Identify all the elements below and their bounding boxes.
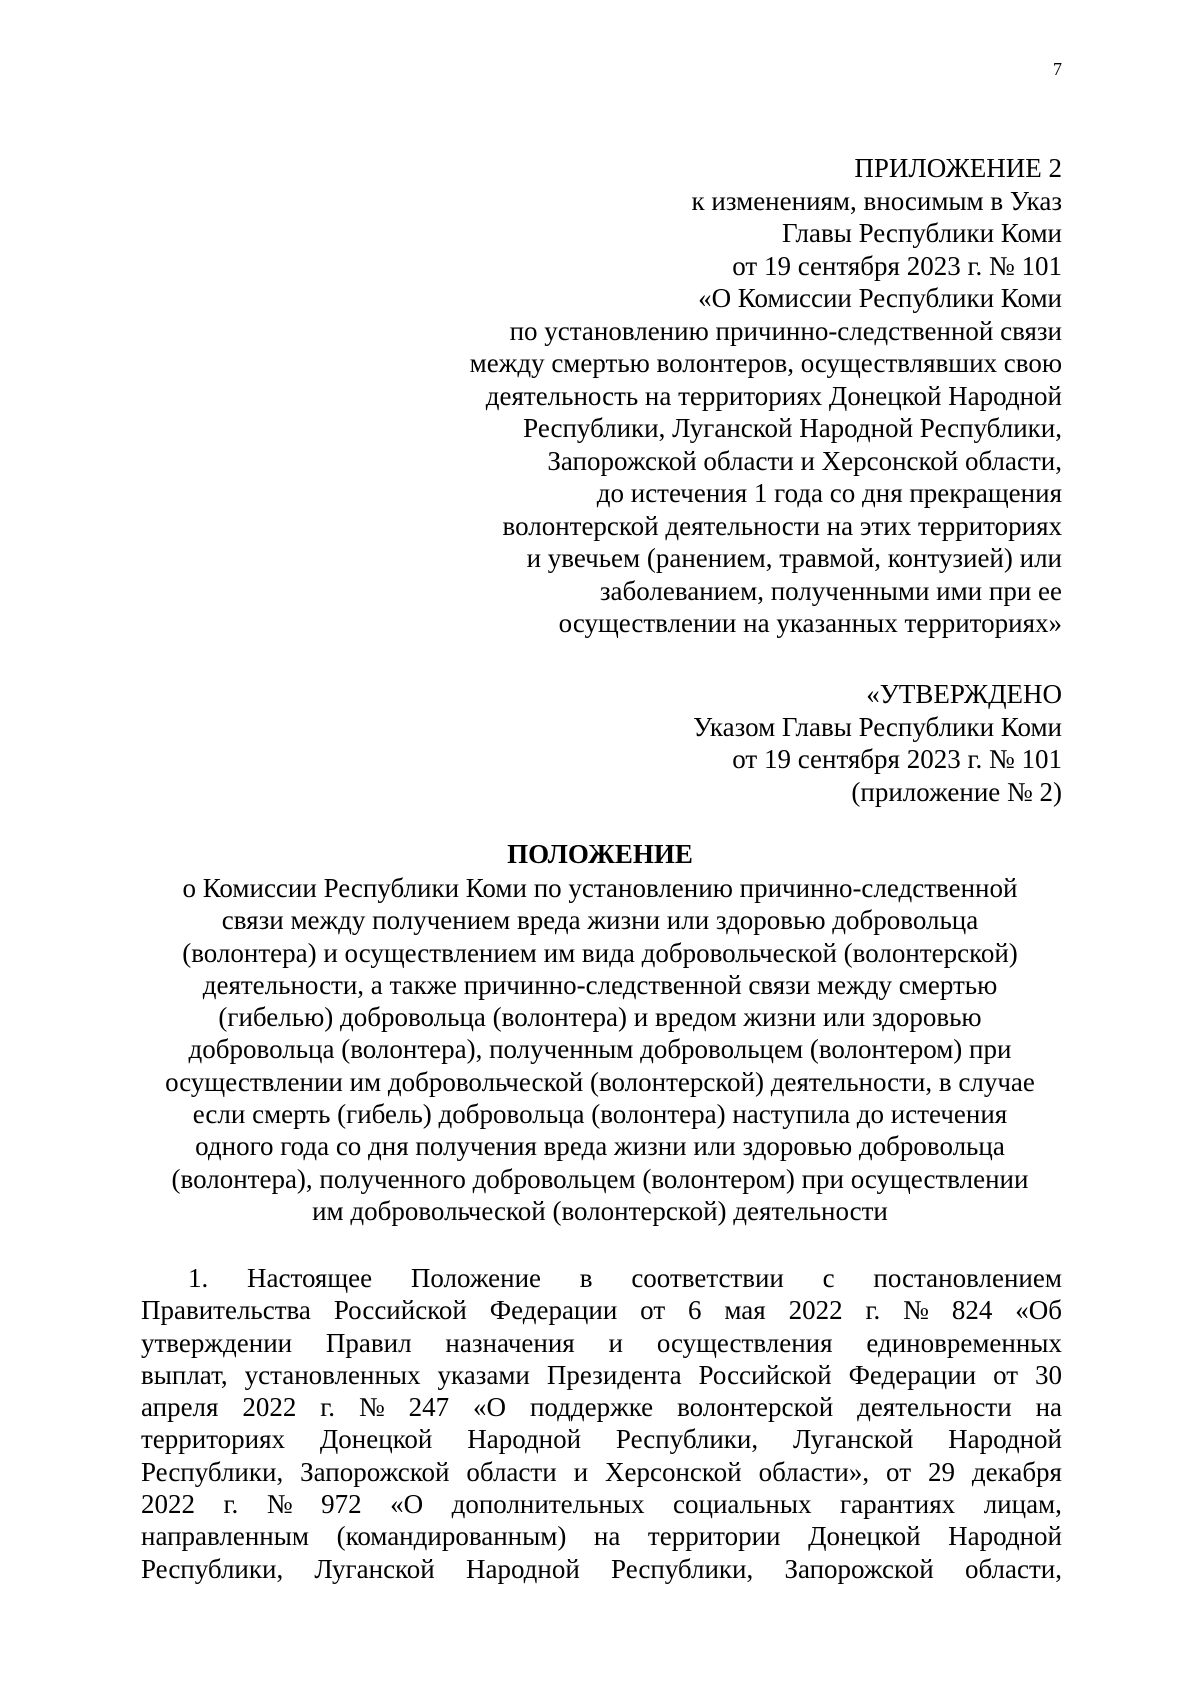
body-word: Республики, [615,1424,759,1455]
body-word: Республики, [611,1553,754,1584]
subtitle-line: им добровольческой (волонтерской) деятельности [312,1195,888,1226]
body-word: выплат, [141,1359,228,1390]
body-word: № [903,1295,929,1326]
body-line [141,1294,1062,1326]
body-word: единовременных [866,1327,1062,1358]
body-paragraph [141,1262,1062,1585]
body-word: Республики, [141,1553,284,1584]
body-word: г. [223,1489,239,1520]
annex-line: от 19 сентября 2023 г. № 101 [732,250,1062,281]
subtitle-line: одного года со дня получения вреда жизни или здоровью добровольца [195,1131,1005,1162]
body-word: территориях [141,1424,286,1455]
body-word: области, [964,1553,1062,1584]
body-word: Республики, [141,1456,284,1487]
body-word: осуществления [656,1327,833,1358]
subtitle-line: осуществлении им добровольческой (волонтерской) деятельности, в случае [165,1066,1035,1097]
body-word: назначения [445,1327,575,1358]
subtitle-line: о Комиссии Республики Коми по установлению причинно-следственной [182,873,1018,903]
body-word: Народной [948,1424,1062,1455]
annex-line: волонтерской деятельности на этих территориях [502,510,1062,541]
body-word: Народной [948,1521,1062,1552]
body-line [141,1456,1062,1488]
body-word: апреля [141,1392,219,1423]
body-word: Луганской [792,1424,914,1455]
body-line [141,1520,1062,1552]
subtitle-line: связи между получением вреда жизни или здоровью добровольца [221,905,979,936]
annex-line: Главы Республики Коми [781,218,1062,248]
body-word: установленных [244,1359,421,1390]
body-word: 30 [1034,1359,1062,1390]
body-word: Донецкой [319,1424,433,1455]
body-word: Луганской [314,1553,435,1584]
body-word: в [579,1263,593,1293]
subtitle-line: добровольца (волонтера), полученным добровольцем (волонтером) при [188,1034,1012,1065]
body-word: декабря [971,1456,1062,1487]
annex-line: осуществлении на указанных территориях» [558,608,1062,638]
document-subtitle [140,872,1060,1227]
body-word: 1. [188,1263,209,1293]
body-word: лицам, [983,1489,1062,1520]
body-word: Херсонской [605,1456,742,1487]
body-word: утверждении [141,1327,293,1358]
body-word: 247 [408,1392,450,1423]
body-word: от [640,1295,666,1326]
subtitle-line: (волонтера), полученного добровольцем (волонтером) при осуществлении [171,1163,1029,1194]
approval-line: от 19 сентября 2023 г. № 101 [732,744,1062,774]
body-line [141,1488,1062,1520]
body-word: Федерации [489,1295,618,1326]
body-word: (командированным) [336,1521,567,1552]
subtitle-line: деятельности, а также причинно-следственной связи между смертью [202,969,998,1000]
approval-stamp [462,678,1062,808]
body-word: 2022 [242,1392,297,1423]
body-word: гарантиях [840,1489,956,1520]
body-word: деятельности [857,1392,1012,1423]
body-word: Запорожской [300,1456,450,1487]
annex-line: к изменениям, вносимым в Указ [691,185,1062,216]
annex-line: до истечения 1 года со дня прекращения [596,478,1062,508]
body-line [141,1391,1062,1423]
annex-line: между смертью волонтеров, осуществлявших свою [469,348,1062,378]
body-word: территории [647,1521,781,1552]
annex-line: и увечьем (ранением, травмой, контузией) или [526,543,1062,573]
body-word: 6 [688,1295,702,1326]
body-word: с [822,1263,835,1293]
body-line [141,1359,1062,1391]
body-word: Народной [465,1553,580,1584]
body-word: направленным [141,1521,309,1552]
body-word: Российской [698,1359,832,1390]
annex-line: деятельность на территориях Донецкой Народной [485,380,1062,411]
body-line [141,1262,1062,1294]
body-word: «О [390,1489,424,1520]
body-word: 972 [321,1489,362,1520]
body-word: области [466,1456,557,1487]
body-word: 824 [951,1295,993,1326]
body-word: 29 [927,1456,955,1487]
body-word: 2022 [788,1295,843,1326]
body-word: Настоящее [247,1263,373,1293]
body-word: «О [473,1392,507,1423]
body-word: на [1035,1392,1062,1423]
body-word: Запорожской [784,1553,934,1584]
body-word: Народной [467,1424,582,1455]
body-word: Российской [333,1295,467,1326]
body-word: соответствии [631,1263,784,1293]
document-title: ПОЛОЖЕНИЕ [507,839,693,869]
body-word: Положение [410,1263,541,1293]
body-word: постановлением [873,1263,1062,1293]
body-word: дополнительных [451,1489,645,1520]
body-word: социальных [673,1489,812,1520]
body-word: 2022 [141,1489,195,1520]
approval-line: Указом Главы Республики Коми [693,711,1062,742]
annex-line: заболеванием, полученными ими при ее [599,575,1062,606]
body-word: указами [437,1359,530,1390]
body-word: «Об [1015,1295,1062,1326]
body-word: области», [758,1456,870,1487]
body-word: от [886,1456,911,1487]
body-word: Правил [325,1327,412,1358]
body-word: г. [865,1295,881,1326]
body-word: волонтерской [677,1392,834,1423]
body-word: на [593,1521,621,1552]
body-word: Донецкой [808,1521,921,1552]
body-word: мая [724,1295,766,1326]
body-word: № [358,1392,385,1423]
body-word: Правительства [141,1295,311,1326]
annex-line: Республики, Луганской Народной Республики, [523,413,1062,443]
body-word: и [573,1456,589,1487]
body-line [141,1327,1062,1359]
annex-header [302,152,1062,640]
body-word: от [993,1359,1019,1390]
subtitle-line: если смерть (гибель) добровольца (волонтера) наступила до истечения [192,1099,1008,1130]
body-line [141,1553,1062,1585]
body-word: г. [320,1392,336,1423]
annex-line: ПРИЛОЖЕНИЕ 2 [854,153,1062,183]
page-number: 7 [1053,59,1062,79]
annex-line: по установлению причинно-следственной связи [509,315,1062,346]
annex-line: Запорожской области и Херсонской области, [547,445,1062,476]
subtitle-line: (волонтера) и осуществлением им вида добровольческой (волонтерской) [182,937,1018,968]
approval-line: «УТВЕРЖДЕНО [866,679,1062,709]
body-word: и [608,1327,623,1358]
annex-line: «О Комиссии Республики Коми [698,283,1062,313]
body-word: поддержке [529,1392,654,1423]
approval-line: (приложение № 2) [851,776,1062,807]
body-line [141,1423,1062,1455]
body-word: Президента [546,1359,682,1390]
body-word: Федерации [848,1359,977,1390]
subtitle-line: (гибелью) добровольца (волонтера) и вредом жизни или здоровью [218,1002,982,1033]
body-word: № [266,1489,293,1520]
